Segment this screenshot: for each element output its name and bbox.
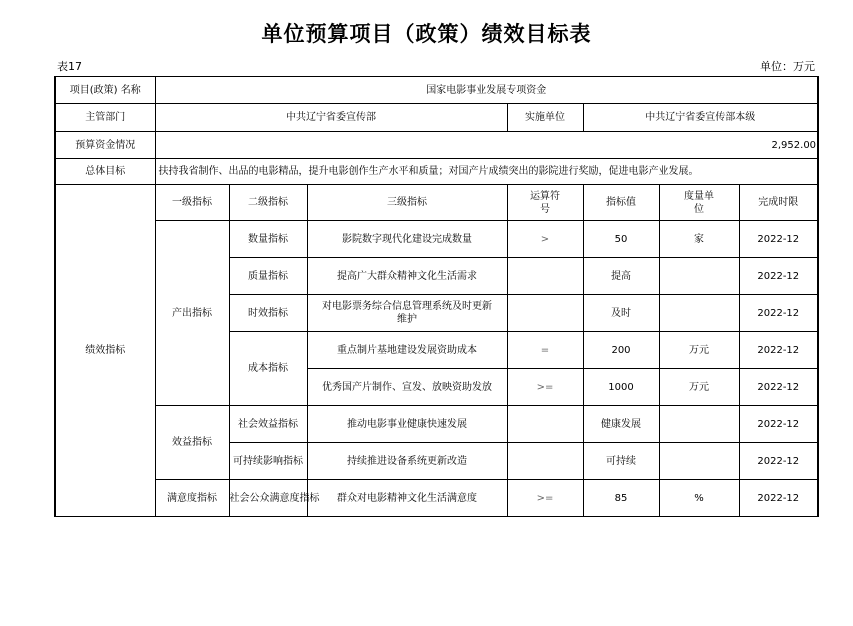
row-target: 提高 xyxy=(583,258,659,295)
row-target: 可持续 xyxy=(583,443,659,480)
row-indicator: 持续推进设备系统更新改造 xyxy=(307,443,507,480)
row-deadline: 2022-12 xyxy=(739,295,818,332)
goal-value: 扶持我省制作、出品的电影精品，提升电影创作生产水平和质量；对国产片成绩突出的影院进行奖励，促进电影产业发展。 xyxy=(155,159,818,185)
group-quantity: 数量指标 xyxy=(229,221,307,258)
row-target: 1000 xyxy=(583,369,659,406)
row-indicator: 群众对电影精神文化生活满意度 xyxy=(307,480,507,517)
row-unit xyxy=(659,295,739,332)
row-op: >= xyxy=(507,369,583,406)
row-target: 50 xyxy=(583,221,659,258)
row-deadline: 2022-12 xyxy=(739,480,818,517)
header-level2: 二级指标 xyxy=(229,185,307,221)
perf-label: 绩效指标 xyxy=(55,185,155,517)
dept-label: 主管部门 xyxy=(55,104,155,132)
row-indicator: 推动电影事业健康快速发展 xyxy=(307,406,507,443)
row-target: 200 xyxy=(583,332,659,369)
row-unit: 万元 xyxy=(659,369,739,406)
row-indicator: 优秀国产片制作、宣发、放映资助发放 xyxy=(307,369,507,406)
group-timeliness: 时效指标 xyxy=(229,295,307,332)
row-indicator: 对电影票务综合信息管理系统及时更新维护 xyxy=(307,295,507,332)
row-deadline: 2022-12 xyxy=(739,221,818,258)
sheet-number: 表17 xyxy=(57,60,82,73)
row-unit: % xyxy=(659,480,739,517)
impl-value: 中共辽宁省委宣传部本级 xyxy=(583,104,818,132)
unit-label: 单位：万元 xyxy=(760,60,815,73)
row-target: 及时 xyxy=(583,295,659,332)
group-cost: 成本指标 xyxy=(229,332,307,406)
row-unit: 万元 xyxy=(659,332,739,369)
header-target: 指标值 xyxy=(583,185,659,221)
row-indicator: 影院数字现代化建设完成数量 xyxy=(307,221,507,258)
row-deadline: 2022-12 xyxy=(739,332,818,369)
header-level3: 三级指标 xyxy=(307,185,507,221)
group-social: 社会效益指标 xyxy=(229,406,307,443)
header-op: 运算符号 xyxy=(507,185,583,221)
row-op xyxy=(507,443,583,480)
row-target: 85 xyxy=(583,480,659,517)
row-unit xyxy=(659,258,739,295)
dept-value: 中共辽宁省委宣传部 xyxy=(155,104,507,132)
row-indicator: 提高广大群众精神文化生活需求 xyxy=(307,258,507,295)
header-level1: 一级指标 xyxy=(155,185,229,221)
page-title: 单位预算项目（政策）绩效目标表 xyxy=(261,22,592,46)
row-target: 健康发展 xyxy=(583,406,659,443)
row-unit xyxy=(659,406,739,443)
impl-label: 实施单位 xyxy=(507,104,583,132)
header-unit: 度量单位 xyxy=(659,185,739,221)
header-deadline: 完成时限 xyxy=(739,185,818,221)
row-op xyxy=(507,258,583,295)
row-op xyxy=(507,406,583,443)
project-value: 国家电影事业发展专项资金 xyxy=(155,77,818,104)
group-quality: 质量指标 xyxy=(229,258,307,295)
group-public-satisfaction: 社会公众满意度指标 xyxy=(229,480,307,517)
project-label: 项目(政策) 名称 xyxy=(55,77,155,104)
row-deadline: 2022-12 xyxy=(739,443,818,480)
goal-label: 总体目标 xyxy=(55,159,155,185)
group-sustain: 可持续影响指标 xyxy=(229,443,307,480)
performance-table xyxy=(54,76,819,517)
row-unit xyxy=(659,443,739,480)
row-indicator: 重点制片基地建设发展资助成本 xyxy=(307,332,507,369)
row-op xyxy=(507,295,583,332)
row-op: > xyxy=(507,221,583,258)
row-deadline: 2022-12 xyxy=(739,406,818,443)
row-op: = xyxy=(507,332,583,369)
budget-value: 2,952.00 xyxy=(155,132,818,159)
row-unit: 家 xyxy=(659,221,739,258)
group-benefit: 效益指标 xyxy=(155,406,229,480)
group-satisfaction: 满意度指标 xyxy=(155,480,229,517)
row-deadline: 2022-12 xyxy=(739,369,818,406)
budget-label: 预算资金情况 xyxy=(55,132,155,159)
row-op: >= xyxy=(507,480,583,517)
group-output: 产出指标 xyxy=(155,221,229,406)
row-deadline: 2022-12 xyxy=(739,258,818,295)
